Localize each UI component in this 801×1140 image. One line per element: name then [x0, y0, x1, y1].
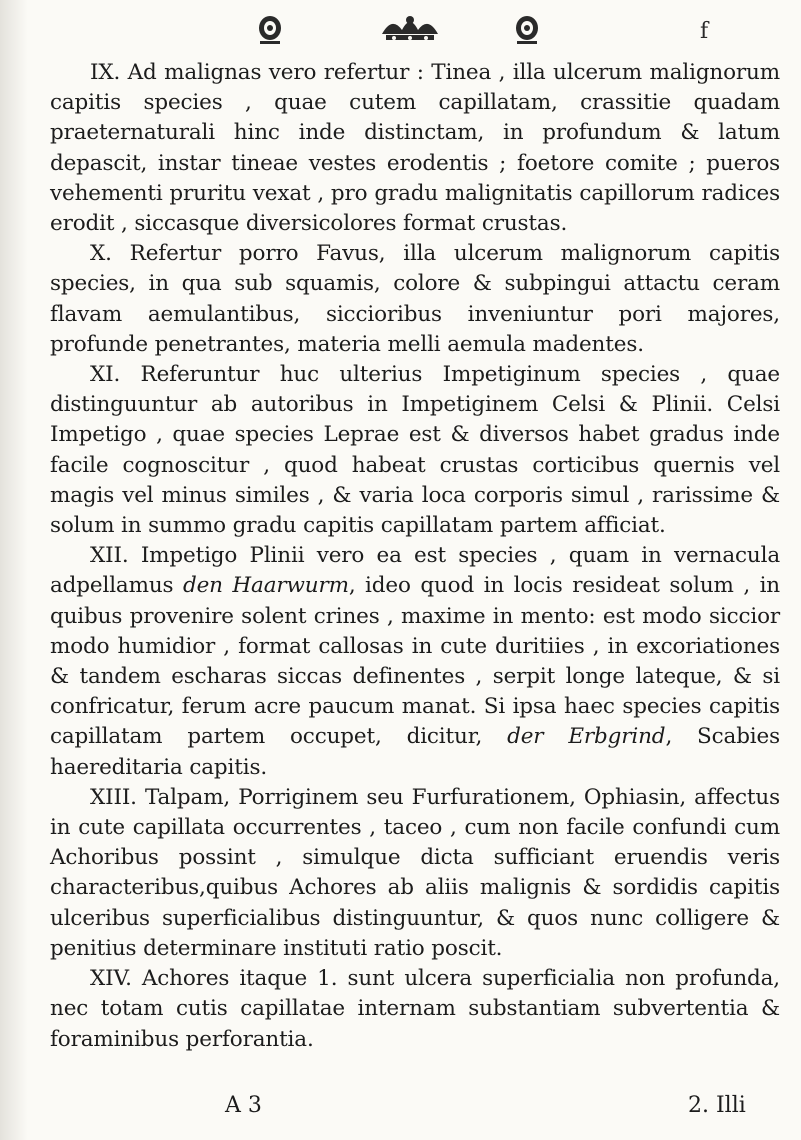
- page-footer: [0, 1093, 801, 1127]
- paragraph-text: Achores itaque 1. sunt ulcera superficialia non profunda, nec totam cutis capillatae internam substantiam subvertentia & foraminibus perforantia.: [50, 966, 780, 1052]
- paragraph-text: Ad malignas vero refertur : Tinea , illa ulcerum malignorum capitis species , quae cutem capillatam, crassitie quadam praeternaturali hinc inde distinctam, in profundum & latum depascit, instar tineae vestes erodentis ; foetore comite ; pueros vehementi pruritu vexat , pro gradu malignitatis capillorum radices erodit , siccasque diversicolores format crustas.: [50, 60, 780, 237]
- paragraph-text: Refertur porro Favus, illa ulcerum malignorum capitis species, in qua sub squamis, colore & subpingui attactu ceram flavam aemulantibus, siccioribus inveniuntur pori majores, profunde penetrantes, materia melli aemula madentes.: [50, 241, 780, 357]
- paragraph-x: [50, 239, 780, 360]
- paragraph-xii: [50, 541, 780, 783]
- crown-ornament-icon: [382, 16, 438, 40]
- paragraph-ix: [50, 58, 780, 239]
- fleuron-icon: [259, 16, 281, 44]
- catchword: 2. Illi: [688, 1093, 746, 1118]
- paragraph-text: Impetigo Plinii vero ea est species , quam in vernacula adpellamus: [50, 543, 780, 599]
- paragraph-xiv: [50, 964, 780, 1055]
- page-gutter-shadow: [0, 0, 28, 1140]
- body-text: [50, 58, 780, 1055]
- paragraph-text: Referuntur huc ulterius Impetiginum species , quae distinguuntur ab autoribus in Impetiginem Celsi & Plinii. Celsi Impetigo , quae species Leprae est & diversos habet gradus inde facile cognoscitur , quod habeat crustas corticibus quernis vel magis vel minus similes , & varia loca corporis simul , rarissime & solum in summo gradu capitis capillatam partem afficiat.: [50, 362, 780, 539]
- section-number: IX.: [90, 60, 121, 85]
- paragraph-text: , ideo quod in locis resideat solum , in quibus provenire solent crines , maxime in mento: est modo siccior modo humidior , format callosas in cute duritiies , in excoriationes & tandem escharas siccas definentes , serpit longe lateque, & si confricatur, ferum acre paucum manat. Si ipsa haec species capitis capillatam partem occupet, dicitur,: [50, 573, 780, 750]
- section-number: XII.: [90, 543, 129, 569]
- section-number: XI.: [90, 362, 121, 388]
- section-number: X.: [90, 241, 112, 267]
- signature-mark: A 3: [225, 1093, 262, 1118]
- paragraph-xi: [50, 360, 780, 541]
- fleuron-icon: [516, 16, 538, 44]
- header-ornament: [0, 4, 801, 54]
- corner-mark: f: [700, 19, 709, 44]
- paragraph-xiii: [50, 783, 780, 964]
- section-number: XIII.: [90, 784, 137, 810]
- paragraph-text: , Scabies haereditaria capitis.: [50, 724, 780, 780]
- section-number: XIV.: [90, 966, 132, 992]
- paragraph-text: Talpam, Porriginem seu Furfurationem, Ophiasin, affectus in cute capillata occurrentes , taceo , cum non facile confundi cum Achoribus possint , simulque dicta sufficiant eruendis veris characteribus,quibus Achores ab aliis malignis & sordidis capitis ulceribus superficialibus distinguuntur, & quos nunc colligere & penitius determinare instituti ratio poscit.: [50, 784, 780, 961]
- vernacular-term: der Erbgrind: [507, 724, 666, 750]
- vernacular-term: den Haarwurm: [182, 573, 349, 599]
